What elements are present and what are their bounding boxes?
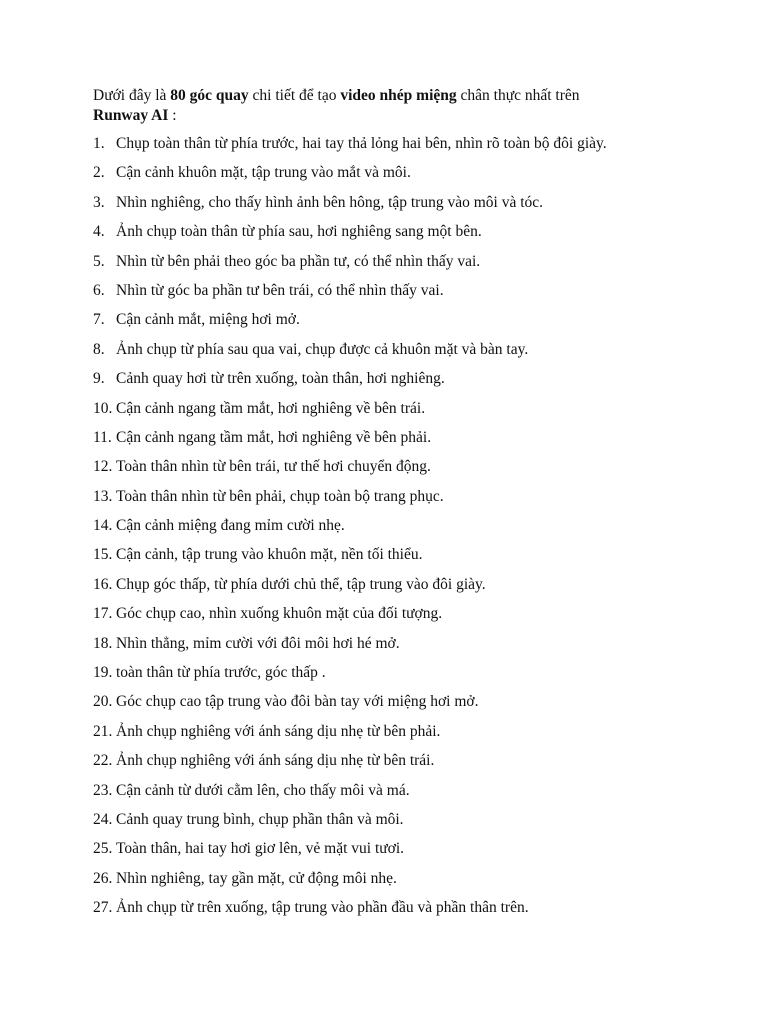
list-item-number: 23.	[93, 781, 113, 799]
list-item-text: Cận cảnh mắt, miệng hơi mở.	[116, 311, 300, 329]
intro-text-4: :	[168, 107, 177, 124]
list-item-text: Nhìn từ góc ba phần tư bên trái, có thể nhìn thấy vai.	[116, 281, 444, 299]
list-item-text: Nhìn từ bên phải theo góc ba phần tư, có thể nhìn thấy vai.	[116, 252, 481, 270]
list-item	[93, 869, 713, 898]
list-item-number: 13.	[93, 487, 113, 505]
list-item	[93, 134, 713, 163]
list-item-text: Ảnh chụp nghiêng với ánh sáng dịu nhẹ từ bên trái.	[116, 752, 435, 770]
list-item-text: Ảnh chụp toàn thân từ phía sau, hơi nghiêng sang một bên.	[116, 223, 482, 241]
list-item-number: 4.	[93, 223, 105, 241]
list-item-number: 15.	[93, 546, 113, 564]
list-item-number: 14.	[93, 517, 113, 535]
list-item	[93, 604, 713, 633]
list-item-text: Chụp góc thấp, từ phía dưới chủ thể, tập trung vào đôi giày.	[116, 575, 486, 593]
list-item	[93, 428, 713, 457]
list-item	[93, 487, 713, 516]
angle-list	[93, 134, 713, 928]
list-item	[93, 340, 713, 369]
list-item	[93, 751, 713, 780]
list-item	[93, 545, 713, 574]
list-item	[93, 810, 713, 839]
list-item-text: Ảnh chụp từ trên xuống, tập trung vào phần đầu và phần thân trên.	[116, 899, 529, 917]
list-item-text: Cảnh quay trung bình, chụp phần thân và môi.	[116, 810, 404, 828]
list-item	[93, 222, 713, 251]
intro-bold-2: video nhép miệng	[340, 87, 457, 104]
intro-text-3: chân thực nhất trên	[456, 87, 580, 104]
list-item-number: 3.	[93, 193, 105, 211]
list-item-text: Cận cảnh miệng đang mỉm cười nhẹ.	[116, 517, 345, 535]
list-item	[93, 575, 713, 604]
list-item-number: 8.	[93, 340, 105, 358]
list-item-text: Ảnh chụp từ phía sau qua vai, chụp được cả khuôn mặt và bàn tay.	[116, 340, 529, 358]
list-item-number: 19.	[93, 664, 113, 682]
list-item	[93, 252, 713, 281]
list-item-number: 6.	[93, 281, 105, 299]
list-item-number: 25.	[93, 840, 113, 858]
intro-text-1: Dưới đây là	[93, 87, 171, 104]
list-item-number: 20.	[93, 693, 113, 711]
list-item	[93, 692, 713, 721]
list-item	[93, 634, 713, 663]
list-item	[93, 310, 713, 339]
list-item-text: Toàn thân nhìn từ bên trái, tư thế hơi chuyển động.	[116, 458, 431, 476]
list-item-text: Toàn thân nhìn từ bên phải, chụp toàn bộ trang phục.	[116, 487, 444, 505]
list-item-text: Cảnh quay hơi từ trên xuống, toàn thân, hơi nghiêng.	[116, 370, 445, 388]
list-item-number: 11.	[93, 428, 112, 446]
list-item-number: 17.	[93, 605, 113, 623]
list-item-number: 21.	[93, 722, 113, 740]
intro-paragraph	[93, 86, 693, 126]
list-item-number: 10.	[93, 399, 113, 417]
list-item-number: 18.	[93, 634, 113, 652]
intro-bold-3: Runway AI	[93, 107, 169, 124]
list-item-text: toàn thân từ phía trước, góc thấp .	[116, 664, 326, 682]
list-item-number: 1.	[93, 135, 105, 152]
list-item-text: Ảnh chụp nghiêng với ánh sáng dịu nhẹ từ bên phải.	[116, 722, 441, 740]
list-item	[93, 722, 713, 751]
list-item-text: Góc chụp cao, nhìn xuống khuôn mặt của đối tượng.	[116, 605, 443, 623]
list-item-text: Toàn thân, hai tay hơi giơ lên, vẻ mặt vui tươi.	[116, 840, 405, 858]
list-item	[93, 193, 713, 222]
list-item	[93, 898, 713, 927]
list-item	[93, 457, 713, 486]
list-item-number: 16.	[93, 575, 113, 593]
list-item	[93, 281, 713, 310]
intro-bold-1: 80 góc quay	[170, 87, 249, 104]
intro-text-2: chi tiết để tạo	[248, 87, 341, 104]
list-item	[93, 839, 713, 868]
list-item-number: 26.	[93, 869, 113, 887]
list-item	[93, 663, 713, 692]
list-item-text: Cận cảnh từ dưới cằm lên, cho thấy môi và má.	[116, 781, 410, 799]
list-item-number: 24.	[93, 810, 113, 828]
list-item-text: Nhìn thẳng, mỉm cười với đôi môi hơi hé mở.	[116, 634, 400, 652]
list-item	[93, 369, 713, 398]
list-item	[93, 399, 713, 428]
list-item	[93, 163, 713, 192]
list-item-text: Cận cảnh khuôn mặt, tập trung vào mắt và môi.	[116, 164, 411, 182]
list-item-number: 12.	[93, 458, 113, 476]
list-item	[93, 781, 713, 810]
list-item-number: 7.	[93, 311, 105, 329]
list-item-text: Nhìn nghiêng, tay gần mặt, cử động môi nhẹ.	[116, 869, 397, 887]
list-item-number: 2.	[93, 164, 105, 182]
list-item-text: Chụp toàn thân từ phía trước, hai tay thả lỏng hai bên, nhìn rõ toàn bộ đôi giày.	[116, 135, 607, 152]
list-item-text: Cận cảnh ngang tầm mắt, hơi nghiêng về bên trái.	[116, 399, 426, 417]
list-item-text: Nhìn nghiêng, cho thấy hình ảnh bên hông, tập trung vào môi và tóc.	[116, 193, 544, 211]
list-item-number: 5.	[93, 252, 105, 270]
list-item-number: 22.	[93, 752, 113, 770]
list-item	[93, 516, 713, 545]
list-item-text: Góc chụp cao tập trung vào đôi bàn tay với miệng hơi mở.	[116, 693, 479, 711]
list-item-number: 27.	[93, 899, 113, 917]
list-item-number: 9.	[93, 370, 105, 388]
list-item-text: Cận cảnh ngang tầm mắt, hơi nghiêng về bên phải.	[116, 428, 432, 446]
list-item-text: Cận cảnh, tập trung vào khuôn mặt, nền tối thiểu.	[116, 546, 423, 564]
